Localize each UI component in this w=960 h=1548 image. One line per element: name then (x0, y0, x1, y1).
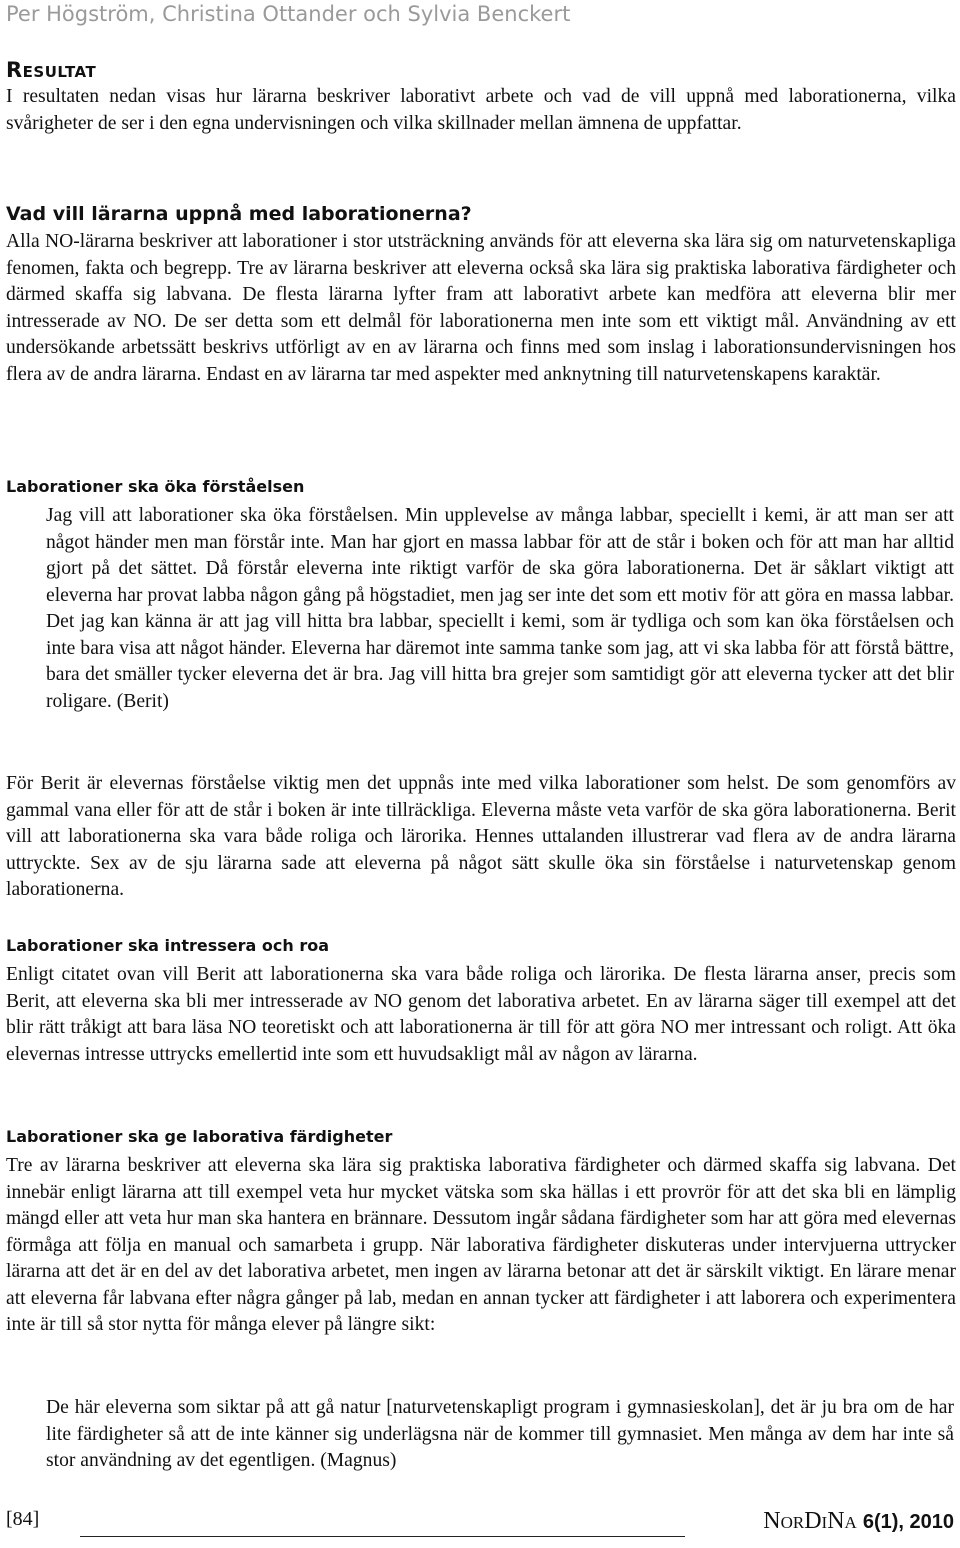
page-number: [84] (6, 1508, 40, 1530)
journal-name: NorDiNa (763, 1508, 857, 1534)
intro-paragraph: I resultaten nedan visas hur lärarna beskriver laborativt arbete och vad de vill uppnå med laborationerna, vilka svårigheter de ser i den egna undervisningen och vilka skillnader mellan ämnena de uppfattar. (6, 86, 956, 134)
subsection-paragraph: Alla NO-lärarna beskriver att laborationer i stor utsträckning används för att eleverna ska lära sig om naturvetenskapliga fenomen, fakta och begrepp. Tre av lärarna beskriver att eleverna också ska lära sig praktiska laborativa färdigheter och därmed skaffa sig labvana. De flesta lärarna lyfter fram att laborativt arbete kan medföra att eleverna blir mer intresserade av NO. De ser detta som ett delmål för laborationerna men inte som ett viktigt mål. Användning av ett undersökande arbetssätt beskrivs utförligt av en av lärarna och finns med som inslag i laborationsundervisningen hos flera av de andra lärarna. Endast en av lärarna tar med aspekter med anknytning till naturvetenskapens karaktär. (6, 231, 956, 385)
paragraph-fardigheter: Tre av lärarna beskriver att eleverna ska lära sig praktiska laborativa färdigheter och därmed skaffa sig labvana. Det innebär enligt lärarna att till exempel veta hur mycket vätska som ska hällas i ett provrör för att det ska bli en lämplig mängd eller att veta hur man ska hantera en brännare. Dessutom ingår sådana färdigheter som har att göra med elevernas förmåga att följa en manual och samarbeta i grupp. När laborativa färdigheter diskuteras under intervjuerna uttrycker lärarna att det är en del av det laborativa arbetet, men ingen av lärarna betonar att det är särskilt viktigt. En lärare menar att eleverna får labvana efter några gånger på lab, medan en annan tycker att färdigheter i att laborera och experimentera inte är till så stor nytta för många elever på längre sikt: (6, 1155, 956, 1335)
journal-issue: 6(1), 2010 (862, 1511, 954, 1533)
journal-citation (763, 1508, 954, 1535)
footer-divider (80, 1536, 685, 1537)
subsection-heading: Vad vill lärarna uppnå med laborationerna? (6, 203, 472, 225)
heading-forstaelsen: Laborationer ska öka förståelsen (6, 477, 305, 496)
quote-magnus: De här eleverna som siktar på att gå natur [naturvetenskapligt program i gymnasieskolan], det är ju bra om de har lite färdigheter så att de inte känner sig underlägsna när de kommer till gymnasiet. Men många av dem har inte så stor användning av det egentligen. (Magnus) (46, 1397, 954, 1471)
paragraph-berit: För Berit är elevernas förståelse viktig men det uppnås inte med vilka laborationer som helst. De som genomförs av gammal vana eller för att de står i boken är inte tillräckliga. Eleverna måste veta varför de ska göra laborationerna. Berit vill att laborationerna ska vara både roliga och lärorika. Hennes uttalanden illustrerar vad flera av de andra lärarna uttryckte. Sex av de sju lärarna sade att eleverna på något sätt skulle öka sin förståelse i naturvetenskap genom laborationerna. (6, 773, 956, 900)
section-title: Resultat (6, 58, 97, 82)
paragraph-intressera: Enligt citatet ovan vill Berit att laborationerna ska vara både roliga och lärorika. De flesta lärarna anser, precis som Berit, att eleverna ska bli mer intresserade av NO genom det laborativa arbetet. En av lärarna säger till exempel att det blir rätt tråkigt att bara läsa NO teoretiskt och att laborationerna är till för att göra NO mer intressant och roligt. Att öka elevernas intresse uttrycks emellertid inte som ett huvudsakligt mål av någon av lärarna. (6, 964, 956, 1065)
heading-intressera: Laborationer ska intressera och roa (6, 936, 330, 955)
running-head: Per Högström, Christina Ottander och Sylvia Benckert (6, 2, 571, 26)
quote-berit: Jag vill att laborationer ska öka förståelsen. Min upplevelse av många labbar, speciellt i kemi, är att man ser att något händer men man förstår inte. Man har gjort en massa labbar för att de står i boken och för att man har alltid gjort på det sättet. Då förstår eleverna inte riktigt varför de ska göra laborationerna. Det är såklart viktigt att eleverna har provat labba någon gång på högstadiet, men jag ser inte det som ett motiv för att göra en massa labbar. Det jag kan känna är att jag vill hitta bra labbar, speciellt i kemi, som är tydliga och som kan öka förståelsen och inte bara visa att något händer. Eleverna har däremot inte samma tanke som jag, att vi ska labba för att förstå bättre, bara det smäller tycker eleverna det är bra. Jag vill hitta bra grejer som samtidigt gör att eleverna tycker att det blir roligare. (Berit) (46, 505, 954, 712)
heading-fardigheter: Laborationer ska ge laborativa färdigheter (6, 1127, 393, 1146)
